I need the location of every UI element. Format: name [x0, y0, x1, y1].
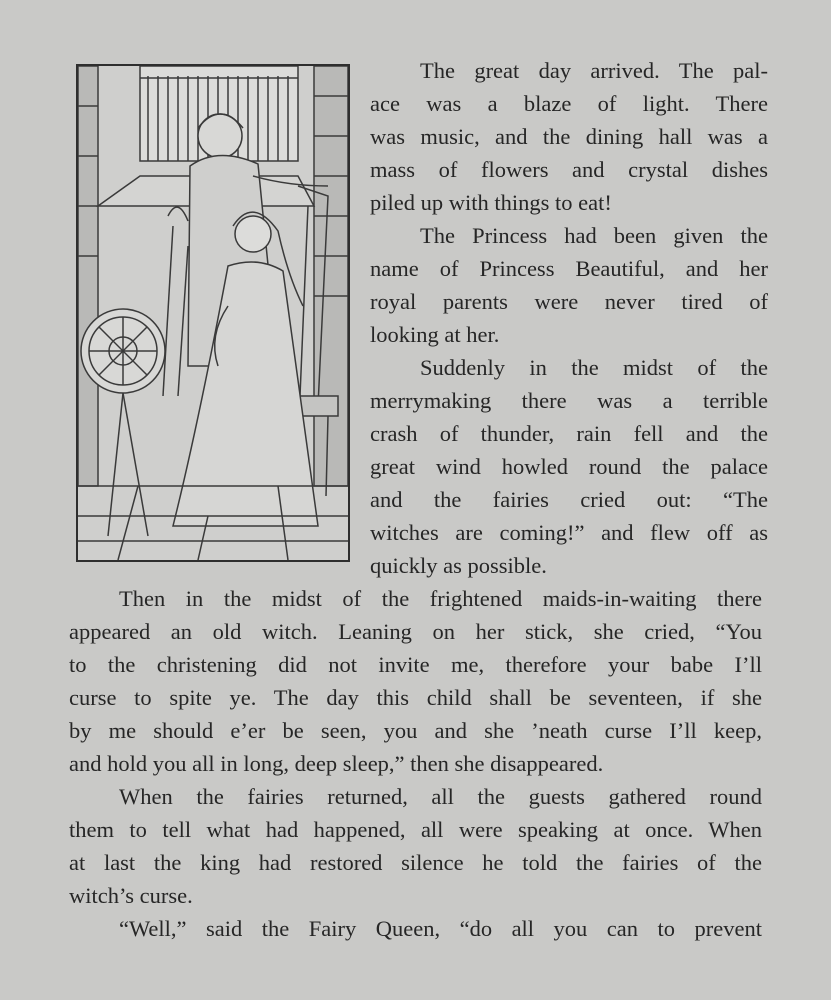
spinning-wheel-illustration-icon — [78, 66, 348, 560]
text-line: appeared an old witch. Leaning on her stick, she cried, “You — [69, 619, 762, 644]
text-line: The Princess had been given the — [420, 223, 768, 248]
text-line: piled up with things to eat! — [370, 190, 612, 215]
text-line: and hold you all in long, deep sleep,” then she disappeared. — [69, 751, 604, 776]
text-line: Then in the midst of the frightened maids-in-waiting there — [119, 586, 762, 611]
text-line: curse to spite ye. The day this child shall be seventeen, if she — [69, 685, 762, 710]
text-line: quickly as possible. — [370, 553, 547, 578]
text-line: to the christening did not invite me, therefore your babe I’ll — [69, 652, 762, 677]
text-line: and the fairies cried out: “The — [370, 487, 768, 512]
text-line: at last the king had restored silence he told the fairies of the — [69, 850, 762, 875]
text-line: great wind howled round the palace — [370, 454, 768, 479]
text-line: ace was a blaze of light. There — [370, 91, 768, 116]
text-line: crash of thunder, rain fell and the — [370, 421, 768, 446]
text-line: name of Princess Beautiful, and her — [370, 256, 768, 281]
text-line: “Well,” said the Fairy Queen, “do all you can to prevent — [119, 916, 762, 941]
text-line: witches are coming!” and flew off as — [370, 520, 768, 545]
text-line: by me should e’er be seen, you and she ’neath curse I’ll keep, — [69, 718, 762, 743]
text-line: looking at her. — [370, 322, 500, 347]
text-line: Suddenly in the midst of the — [420, 355, 768, 380]
page-illustration — [76, 64, 350, 562]
text-line: mass of flowers and crystal dishes — [370, 157, 768, 182]
text-line: them to tell what had happened, all were speaking at once. When — [69, 817, 762, 842]
text-line: The great day arrived. The pal- — [420, 58, 768, 83]
text-line: When the fairies returned, all the guests gathered round — [119, 784, 762, 809]
text-line: royal parents were never tired of — [370, 289, 768, 314]
text-line: merrymaking there was a terrible — [370, 388, 768, 413]
text-line: witch’s curse. — [69, 883, 193, 908]
text-line: was music, and the dining hall was a — [370, 124, 768, 149]
